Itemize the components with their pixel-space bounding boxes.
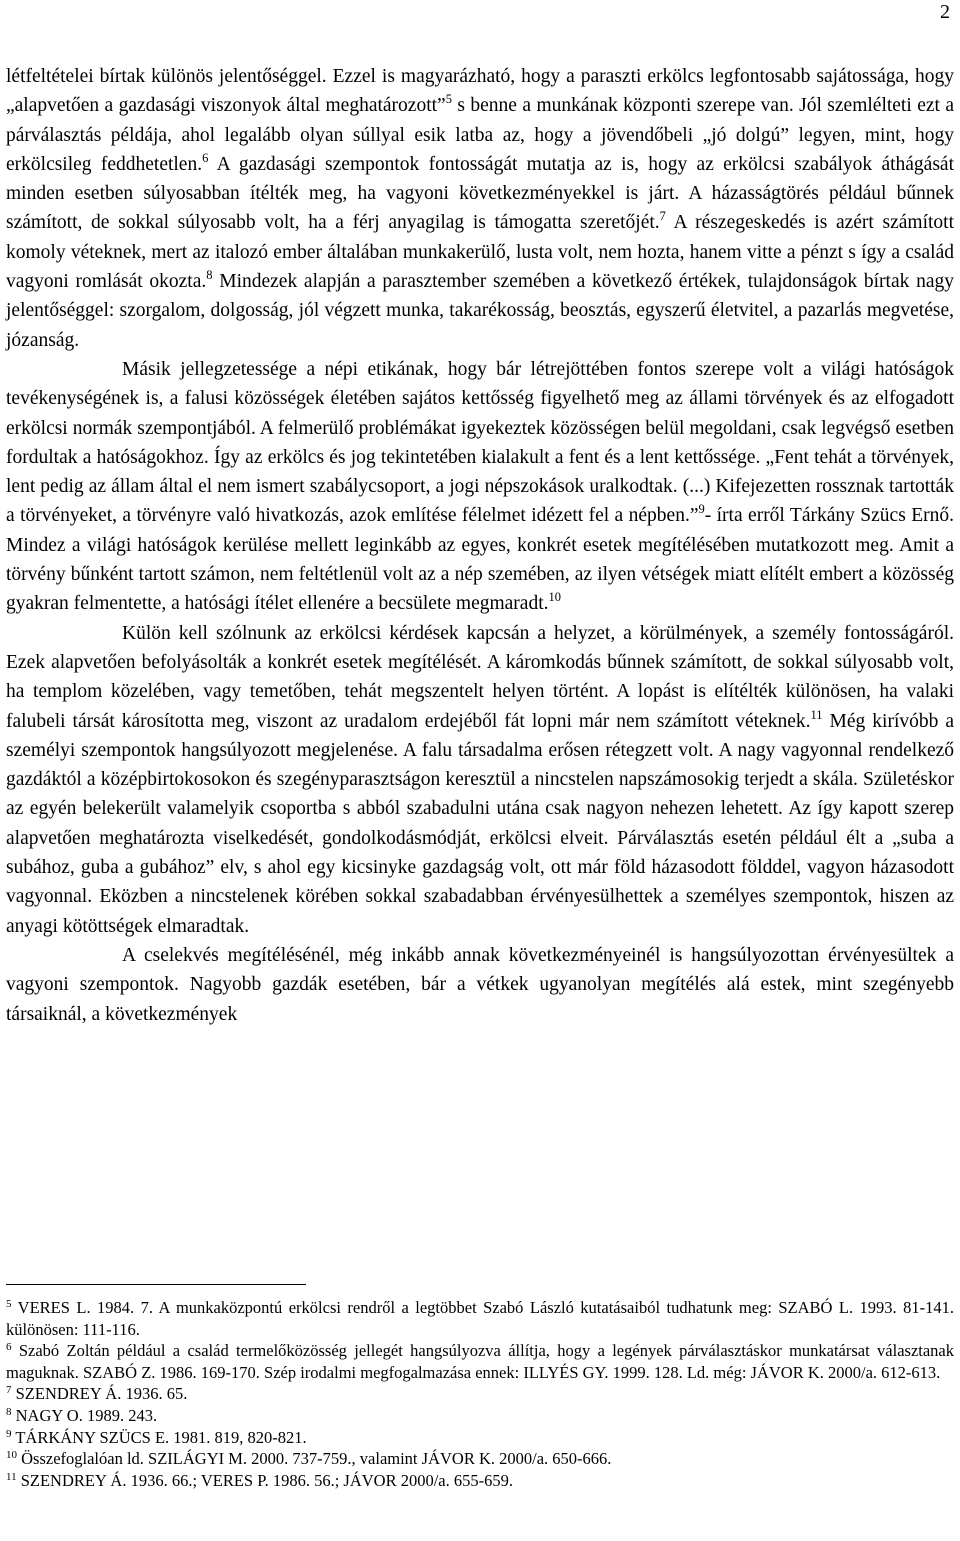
footnote-reference: 6 (202, 150, 209, 165)
footnote-number: 7 (6, 1384, 12, 1397)
footnote (6, 1383, 954, 1405)
text-run: Másik jellegzetessége a népi etikának, hogy bár létrejöttében fontos szerepe volt a világi hatóságok tevékenységének is, a falusi közösségek életében sajátos kettősség figyelhető meg az állami törvények és az elfogadott erkölcsi normák szempontjából. A felmerülő problémákat igyekeztek közösségen belül megoldani, csak legvégső esetben fordultak a hatóságokhoz. Így az erkölcs és jog tekintetében kialakult a fent és a lent kettőssége. „Fent tehát a törvények, lent pedig az állam által el nem ismert szabálycsoport, a jogi népszokások uralkodtak. (...) Kifejezetten rossznak tartották a törvényeket, a törvényre való hivatkozás, azok említése félelmet idézett fel a népben.” (6, 358, 954, 527)
paragraph (6, 619, 954, 941)
footnote (6, 1297, 954, 1340)
footnote-text: NAGY O. 1989. 243. (15, 1405, 158, 1425)
text-run: - írta erről Tárkány Szücs Ernő. Mindez a világi hatóságok kerülése mellett leginkább az egyes, konkrét esetek megítélésében mutatkozott meg. Amit a törvény bűnként tartott számon, nem feltétlenül volt az a nép szemében, az ilyen vétségek miatt elítélt embert a közösség gyakran felmentette, a hatósági ítélet ellenére a becsülete megmaradt. (6, 505, 954, 615)
text-run: Mindezek alapján a parasztember szemében a következő értékek, tulajdonságok bírtak nagy jelentőséggel: szorgalom, dolgosság, jól végzett munka, takarékosság, beosztás, egyszerű életvitel, a pazarlás megvetése, józanság. (6, 271, 954, 351)
footnote-text: Összefoglalóan ld. SZILÁGYI M. 2000. 737-759., valamint JÁVOR K. 2000/a. 650-666. (21, 1449, 612, 1469)
paragraph (6, 355, 954, 619)
footnote-number: 5 (6, 1298, 12, 1310)
footnote-text: TÁRKÁNY SZÜCS E. 1981. 819, 820-821. (15, 1427, 307, 1447)
text-run: A gazdasági szempontok fontosságát mutatja az is, hogy az erkölcsi szabályok áthágását minden esetben súlyosabban ítélték meg, ha vagyoni következményekkel is járt. A házasságtörés például bűnnek számított, de sokkal súlyosabb volt, ha a férj anyagilag is támogatta szeretőjét. (6, 153, 954, 234)
footnote-text: SZENDREY Á. 1936. 65. (15, 1384, 188, 1404)
text-run: A cselekvés megítélésénél, még inkább annak következményeinél is hangsúlyozottan érvényesültek a vagyoni szempontok. Nagyobb gazdák esetében, bár a vétkek ugyanolyan megítélés alá estek, mint szegényebb társaiknál, a következmények (6, 944, 954, 1025)
footnote (6, 1448, 954, 1470)
footnote-reference: 11 (810, 707, 823, 722)
paragraph (6, 62, 954, 355)
footnote-text: Szabó Zoltán például a család termelőközösség jellegét hangsúlyozva állítja, hogy a legények párválasztáskor munkatársat választanak maguknak. SZABÓ Z. 1986. 169-170. Szép irodalmi megfogalmazása ennek: ILLYÉS GY. 1999. 128. Ld. még: JÁVOR K. 2000/a. 612-613. (6, 1341, 955, 1382)
footnote-text: SZENDREY Á. 1936. 66.; VERES P. 1986. 56.; JÁVOR 2000/a. 655-659. (20, 1470, 513, 1490)
footnote (6, 1470, 954, 1492)
footnote-reference: 10 (548, 590, 561, 605)
text-run: A részegeskedés is azért számított komoly véteknek, mert az italozó ember általában munkakerülő, lusta volt, nem hozta, hanem vitte a pénzt s így a család vagyoni romlását okozta. (6, 212, 954, 293)
page-number: 2 (940, 1, 950, 23)
footnote (6, 1427, 954, 1449)
footnote-separator (6, 1284, 306, 1285)
paragraph (6, 941, 954, 1029)
footnote (6, 1405, 954, 1427)
footnote-reference: 9 (698, 502, 705, 517)
footnote-reference: 7 (659, 209, 666, 224)
footnote-text: VERES L. 1984. 7. A munkaközpontú erkölcsi rendről a legtöbbet Szabó László kutatásaiból tudhatunk meg: SZABÓ L. 1993. 81-141. különösen: 111-116. (6, 1298, 955, 1339)
body-text (6, 62, 954, 1029)
footnote-number: 6 (6, 1341, 12, 1354)
footnote-number: 8 (6, 1405, 12, 1418)
footnote-number: 11 (6, 1470, 17, 1483)
footnote-reference: 5 (445, 92, 452, 107)
footnote-reference: 8 (206, 268, 213, 283)
text-run: s benne a munkának központi szerepe van. Jól szemlélteti ezt a párválasztás példája, ahol legalább olyan súllyal esik latba az, hogy a jövendőbeli „jó dolgú” legyen, mint, hogy erkölcsileg feddhetetlen. (6, 95, 955, 175)
footnote (6, 1340, 954, 1383)
footnote-number: 10 (6, 1449, 17, 1462)
footnote-number: 9 (6, 1427, 12, 1440)
text-run: Még kirívóbb a személyi szempontok hangsúlyozott megjelenése. A falu társadalma erősen rétegzett volt. A nagy vagyonnal rendelkező gazdáktól a középbirtokosokon és szegényparasztságon keresztül a nincstelen napszámosokig terjedt a skála. Születéskor az egyén belekerült valamelyik csoportba s abból szabadulni utána csak nagyon nehezen lehetett. Az így kapott szerep alapvetően meghatározta viselkedését, gondolkodásmódját, erkölcsi elveit. Párválasztás esetén például élt a „suba a subához, guba a gubához” elv, s ahol egy kicsinyke gazdagság volt, ott már föld házasodott földdel, vagyon házasodott vagyonnal. Eközben a nincstelenek körében sokkal szabadabban érvényesülhettek a személyes szempontok, hiszen az anyagi kötöttségek elmaradtak. (6, 710, 955, 937)
footnotes (6, 1297, 954, 1491)
text-run: Külön kell szólnunk az erkölcsi kérdések kapcsán a helyzet, a körülmények, a személy fontosságáról. Ezek alapvetően befolyásolták a konkrét esetek megítélését. A káromkodás bűnnek számított, de sokkal súlyosabb volt, ha templom közelében, vagy temetőben, tehát megszentelt helyen történt. A lopást is elítélték különösen, ha valaki falubeli társát károsította meg, viszont az uradalom erdejéből fát lopni már nem számított véteknek. (6, 622, 954, 732)
text-run: létfeltételei bírtak különös jelentőséggel. Ezzel is magyarázható, hogy a paraszti erkölcs legfontosabb sajátossága, hogy „alapvetően a gazdasági viszonyok által meghatározott” (6, 66, 954, 117)
